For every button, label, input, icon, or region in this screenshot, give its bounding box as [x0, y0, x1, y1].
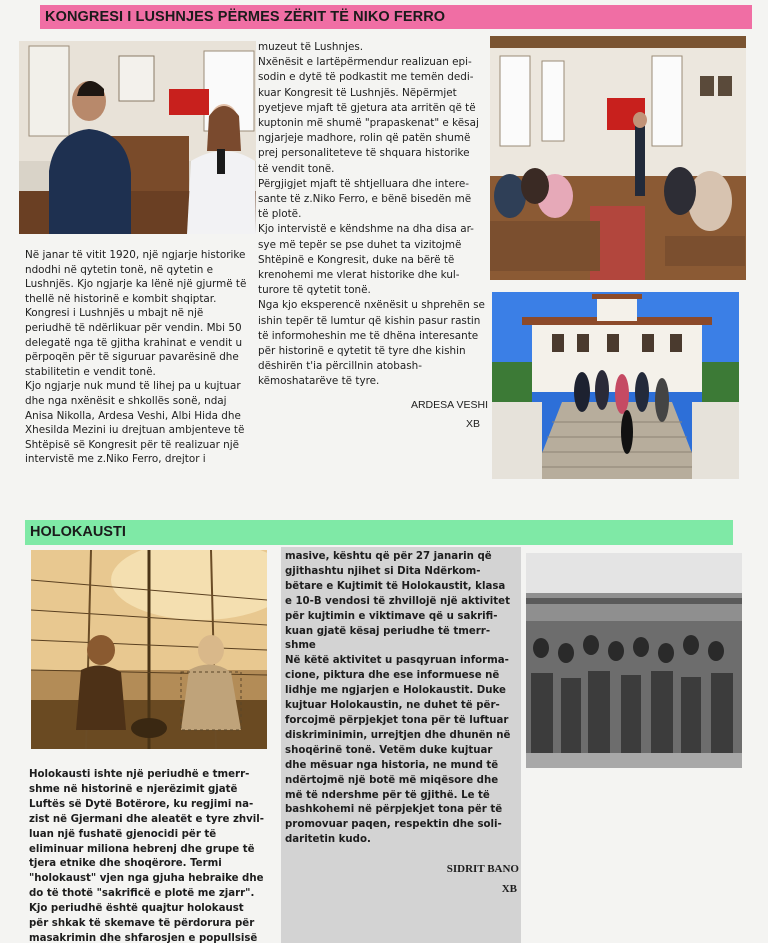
author-sidrit: SIDRIT BANO — [446, 863, 519, 876]
section-title: KONGRESI I LUSHNJES PËRMES ZËRIT TË NIKO FERRO — [45, 9, 446, 25]
historical-crowd-photo — [526, 553, 742, 768]
section-title: HOLOKAUSTI — [30, 524, 126, 540]
author-class: XB — [465, 417, 480, 430]
interview-photo — [19, 41, 256, 234]
author-ardesa: ARDESA VESHI — [410, 398, 488, 411]
kongresi-text-col1: Në janar të vitit 1920, një ngjarje historike ndodhi në qytetin tonë, në qytetin e Lushnjës. Kjo ngjarje ka lënë një gjurmë të thellë në historinë e kombit shqiptar. Kongresi i Lushnjës u mbajt në një periudhë të ndërlikuar për vendin. Mbi 50 delegatë nga të gjitha krahinat e vendit u përpoqën për të siguruar pavarësinë dhe stabilitetin e vendit tonë. Kjo ngjarje nuk mund të lihej pa u kujtuar dhe nga nxënësit e shkollës sonë, ndaj Anisa Nikolla, Ardesa Veshi, Albi Hida dhe Xhesilda Mezini iu drejtuan ambjenteve të Shtëpisë së Kongresit për të realizuar një intervistë me z.Niko Ferro, drejtor i — [25, 249, 247, 466]
museum-room-photo — [490, 36, 746, 280]
section-banner-holokausti — [25, 520, 733, 545]
kongresi-text-col2: muzeut të Lushnjes. Nxënësit e lartëpërmendur realizuan epi- sodin e dytë të podkastit me temën dedi- kuar Kongresit të Lushnjës. Nëpërmjet pyetjeve mjaft të gjetura ata arritën që të kuptonin më shumë "prapaskenat" e kësaj ngjarjeje madhore, rolin që patën shumë prej personaliteteve të shquara historike të vendit tonë. Përgjigjet mjaft të shtjelluara dhe intere- sante të z.Niko Ferro, e bënë bisedën më të plotë. Kjo intervistë e këndshme na dha disa ar- sye më tepër se pse duhet ta vizitojmë Shtëpinë e Kongresit, duke na bërë të krenohemi me vlerat historike dhe kul- turore të qytetit tonë. Nga kjo eksperencë nxënësit u shprehën se ishin tepër të lumtur që kishin pasur rastin të informoheshin me të dhëna interesante për historinë e qytetit të tyre dhe kishin dëshirën t'ia përcillnin atobash- këmoshatarëve të tyre. ARDESA VESHI XB — [258, 40, 488, 432]
holokausti-text-col2: masive, kështu që për 27 janarin që gjithashtu njihet si Dita Ndërkom- bëtare e Kujtimit të Holokaustit, klasa e 10-B vendosi të zhvillojë një aktivitet për kujtimin e viktimave që u sakrifi- kuan gjatë kësaj periudhe të tmerr- shme Në këtë aktivitet u pasqyruan informa- cione, piktura dhe ese informuese në lidhje me ngjarjen e Holokaustit. Duke kujtuar Holokaustin, ne duhet të për- forcojmë përpjekjet tona për të luftuar diskriminimin, urrejtjen dhe dhunën në shoqërinë tonë. Vetëm duke kujtuar dhe mësuar nga historia, ne mund të ndërtojmë një botë më miqësore dhe më të ndershme për të gjithë. Le të bashkohemi në përpjekjet tona për të promovuar paqen, respektin dhe soli- daritetin kudo. SIDRIT BANO XB — [285, 551, 519, 896]
author-class: XB — [501, 883, 517, 896]
children-fence-illustration — [31, 550, 267, 749]
kongres-building-photo — [492, 292, 739, 479]
holokausti-text-col1: Holokausti ishte një periudhë e tmerr- shme në historinë e njerëzimit gjatë Luftës së Dytë Botërore, ku regjimi na- zist në Gjermani dhe aleatët e tyre zhvil- luan një fushatë gjenocidi për të eliminuar miliona hebrenj dhe grupe të tjera etnike dhe shoqërore. Termi "holokaust" vjen nga gjuha hebraike dhe do të thotë "sakrificë e plotë me zjarr". Kjo periudhë është quajtur holokaust për shkak të skemave të përdorura për masakrimin dhe shfarosjen e popullsisë — [29, 769, 265, 943]
section-banner-kongresi — [40, 5, 752, 29]
